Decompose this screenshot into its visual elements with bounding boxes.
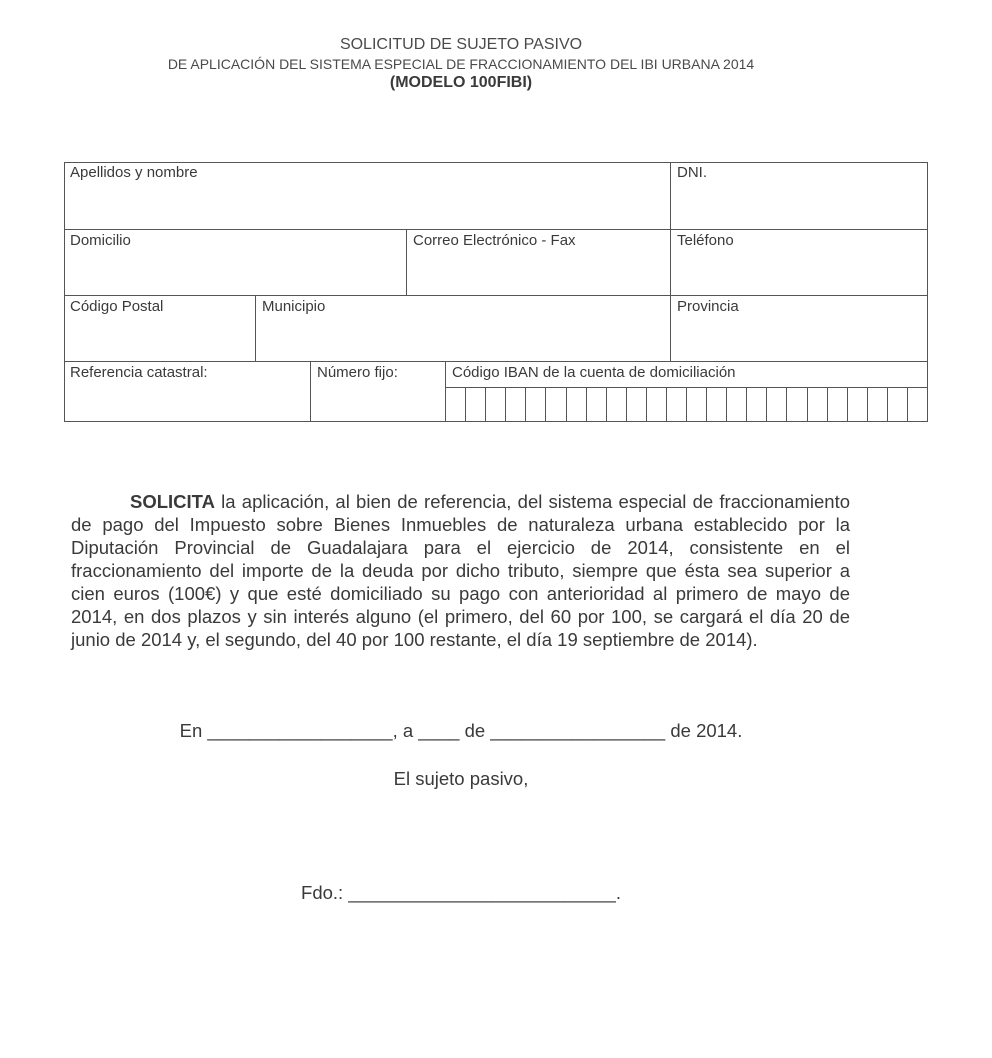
domicilio-field[interactable]	[64, 229, 407, 296]
iban-digit-box[interactable]	[485, 387, 505, 421]
document-model: (MODELO 100FIBI)	[389, 74, 533, 91]
date-line: En __________________, a ____ de _________________ de 2014.	[179, 720, 743, 741]
apellidos-label: Apellidos y nombre	[70, 164, 198, 181]
numero-fijo-label: Número fijo:	[317, 364, 398, 381]
iban-digit-box[interactable]	[606, 387, 626, 421]
iban-digit-box[interactable]	[786, 387, 806, 421]
numero-fijo-field[interactable]	[310, 361, 446, 422]
iban-digit-box[interactable]	[847, 387, 867, 421]
iban-digit-box[interactable]	[726, 387, 746, 421]
iban-digit-box[interactable]	[465, 387, 485, 421]
iban-digit-box[interactable]	[807, 387, 827, 421]
iban-digit-box[interactable]	[867, 387, 887, 421]
subject-label: El sujeto pasivo,	[393, 768, 529, 789]
municipio-label: Municipio	[262, 298, 326, 315]
iban-digit-box[interactable]	[646, 387, 666, 421]
correo-field[interactable]	[406, 229, 671, 296]
dni-label: DNI.	[677, 164, 707, 181]
domicilio-label: Domicilio	[70, 232, 131, 249]
provincia-label: Provincia	[677, 298, 739, 315]
codigo-postal-label: Código Postal	[70, 298, 164, 315]
iban-digit-box[interactable]	[907, 387, 927, 421]
iban-digit-box[interactable]	[566, 387, 586, 421]
request-keyword: SOLICITA	[130, 491, 215, 512]
iban-digit-box[interactable]	[525, 387, 545, 421]
signature-line: Fdo.: __________________________.	[301, 882, 621, 903]
iban-digit-box[interactable]	[827, 387, 847, 421]
correo-label: Correo Electrónico - Fax	[413, 232, 576, 249]
telefono-label: Teléfono	[677, 232, 734, 249]
apellidos-field[interactable]	[64, 162, 671, 229]
referencia-field[interactable]	[64, 361, 311, 422]
iban-digit-box[interactable]	[887, 387, 907, 421]
telefono-field[interactable]	[670, 229, 928, 296]
iban-label: Código IBAN de la cuenta de domiciliación	[452, 364, 736, 381]
iban-digit-box[interactable]	[746, 387, 766, 421]
referencia-label: Referencia catastral:	[70, 364, 208, 381]
provincia-field[interactable]	[670, 295, 928, 362]
iban-digit-box[interactable]	[545, 387, 565, 421]
document-title: SOLICITUD DE SUJETO PASIVO	[339, 36, 583, 53]
iban-digit-box[interactable]	[766, 387, 786, 421]
codigo-postal-field[interactable]	[64, 295, 256, 362]
iban-digit-box[interactable]	[626, 387, 646, 421]
iban-digit-box[interactable]	[706, 387, 726, 421]
iban-digit-box[interactable]	[666, 387, 686, 421]
iban-digit-box[interactable]	[586, 387, 606, 421]
document-subtitle: DE APLICACIÓN DEL SISTEMA ESPECIAL DE FRACCIONAMIENTO DEL IBI URBANA 2014	[167, 56, 755, 72]
iban-digit-box[interactable]	[686, 387, 706, 421]
iban-digit-box[interactable]	[445, 387, 465, 421]
request-paragraph	[71, 490, 850, 651]
dni-field[interactable]	[670, 162, 928, 229]
request-text: la aplicación, al bien de referencia, del sistema especial de fraccionamiento de pago del Impuesto sobre Bienes Inmuebles de naturaleza urbana establecido por la Diputación Provincial de Guadalajara para el ejercicio de 2014, consistente en el fraccionamiento del importe de la deuda por dicho tributo, siempre que ésta sea superior a cien euros (100€) y que esté domiciliado su pago con anterioridad al primero de mayo de 2014, en dos plazos y sin interés alguno (el primero, del 60 por 100, se cargará el día 20 de junio de 2014 y, el segundo, del 40 por 100 restante, el día 19 septiembre de 2014).	[71, 491, 850, 650]
iban-digit-box[interactable]	[505, 387, 525, 421]
municipio-field[interactable]	[255, 295, 671, 362]
